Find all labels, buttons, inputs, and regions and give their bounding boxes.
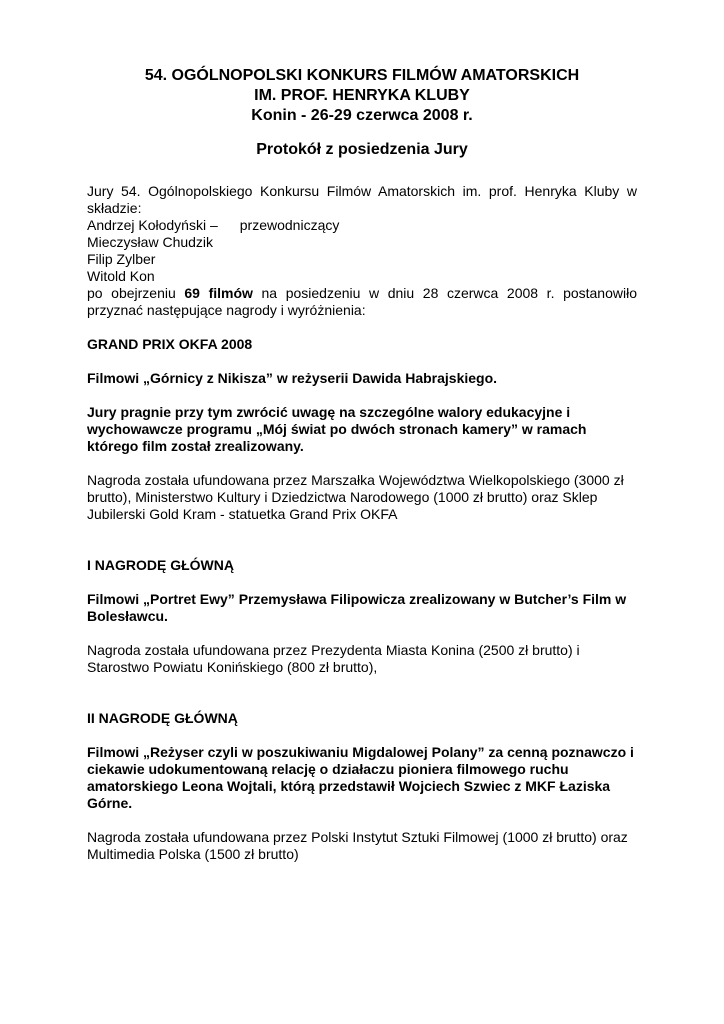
festival-title: 54. OGÓLNOPOLSKI KONKURS FILMÓW AMATORSKICH [144,67,580,84]
spacer [87,319,637,336]
spacer [87,625,637,642]
jury-chair-name: Andrzej Kołodyński – [87,217,218,233]
spacer [87,574,637,591]
jury-decision-before: po obejrzeniu [87,285,185,301]
second-prize-heading: II NAGRODĘ GŁÓWNĄ [87,710,238,726]
spacer [87,676,637,710]
second-prize-film: Filmowi „Reżyser czyli w poszukiwaniu Migdalowej Polany” za cenną poznawczo i ciekawie udokumentowaną relację o działaczu pioniera filmowego ruchu amatorskiego Leona Wojtali, którą przedstawił Wojciech Szwiec z MKF Łaziska Górne. [87,744,634,811]
protocol-title: Protokół z posiedzenia Jury [256,141,468,158]
jury-decision-after: na posiedzeniu w dniu 28 czerwca 2008 r. postanowiło przyznać następujące nagrody i wyróżnienia: [87,285,637,318]
festival-patron: IM. PROF. HENRYKA KLUBY [254,87,470,104]
second-prize-funding: Nagroda została ufundowana przez Polski Instytut Sztuki Filmowej (1000 zł brutto) oraz Multimedia Polska (1500 zł brutto) [87,829,628,862]
jury-member: Filip Zylber [87,251,156,267]
jury-chair-role: przewodniczący [239,217,340,233]
grand-prix-film: Filmowi „Górnicy z Nikisza” w reżyserii Dawida Habrajskiego. [87,370,498,386]
jury-chair [87,217,637,234]
spacer [87,160,637,183]
jury-decision [87,285,637,319]
spacer [87,353,637,370]
jury-intro: Jury 54. Ogólnopolskiego Konkursu Filmów Amatorskich im. prof. Henryka Kluby w składzie: [87,183,637,216]
spacer [87,523,637,557]
jury-member: Mieczysław Chudzik [87,234,214,250]
first-prize-heading: I NAGRODĘ GŁÓWNĄ [87,557,234,573]
jury-member: Witold Kon [87,268,155,284]
spacer [87,812,637,829]
grand-prix-funding: Nagroda została ufundowana przez Marszałka Województwa Wielkopolskiego (3000 zł brutto), Ministerstwo Kultury i Dziedzictwa Narodowego (1000 zł brutto) oraz Sklep Jubilerski Gold Kram - statuetka Grand Prix OKFA [87,472,624,522]
grand-prix-jury-note: Jury pragnie przy tym zwrócić uwagę na szczególne walory edukacyjne i wychowawcze programu „Mój świat po dwóch stronach kamery” w ramach którego film został zrealizowany. [87,404,587,454]
grand-prix-heading: GRAND PRIX OKFA 2008 [87,336,253,352]
spacer [87,387,637,404]
spacer [87,727,637,744]
first-prize-film: Filmowi „Portret Ewy” Przemysława Filipowicza zrealizowany w Butcher’s Film w Bolesławcu. [87,591,627,624]
first-prize-funding: Nagroda została ufundowana przez Prezydenta Miasta Konina (2500 zł brutto) i Starostwo Powiatu Konińskiego (800 zł brutto), [87,642,580,675]
document-page [87,66,637,863]
films-count: 69 filmów [184,285,253,301]
festival-place-date: Konin - 26-29 czerwca 2008 r. [251,107,473,124]
spacer [87,455,637,472]
